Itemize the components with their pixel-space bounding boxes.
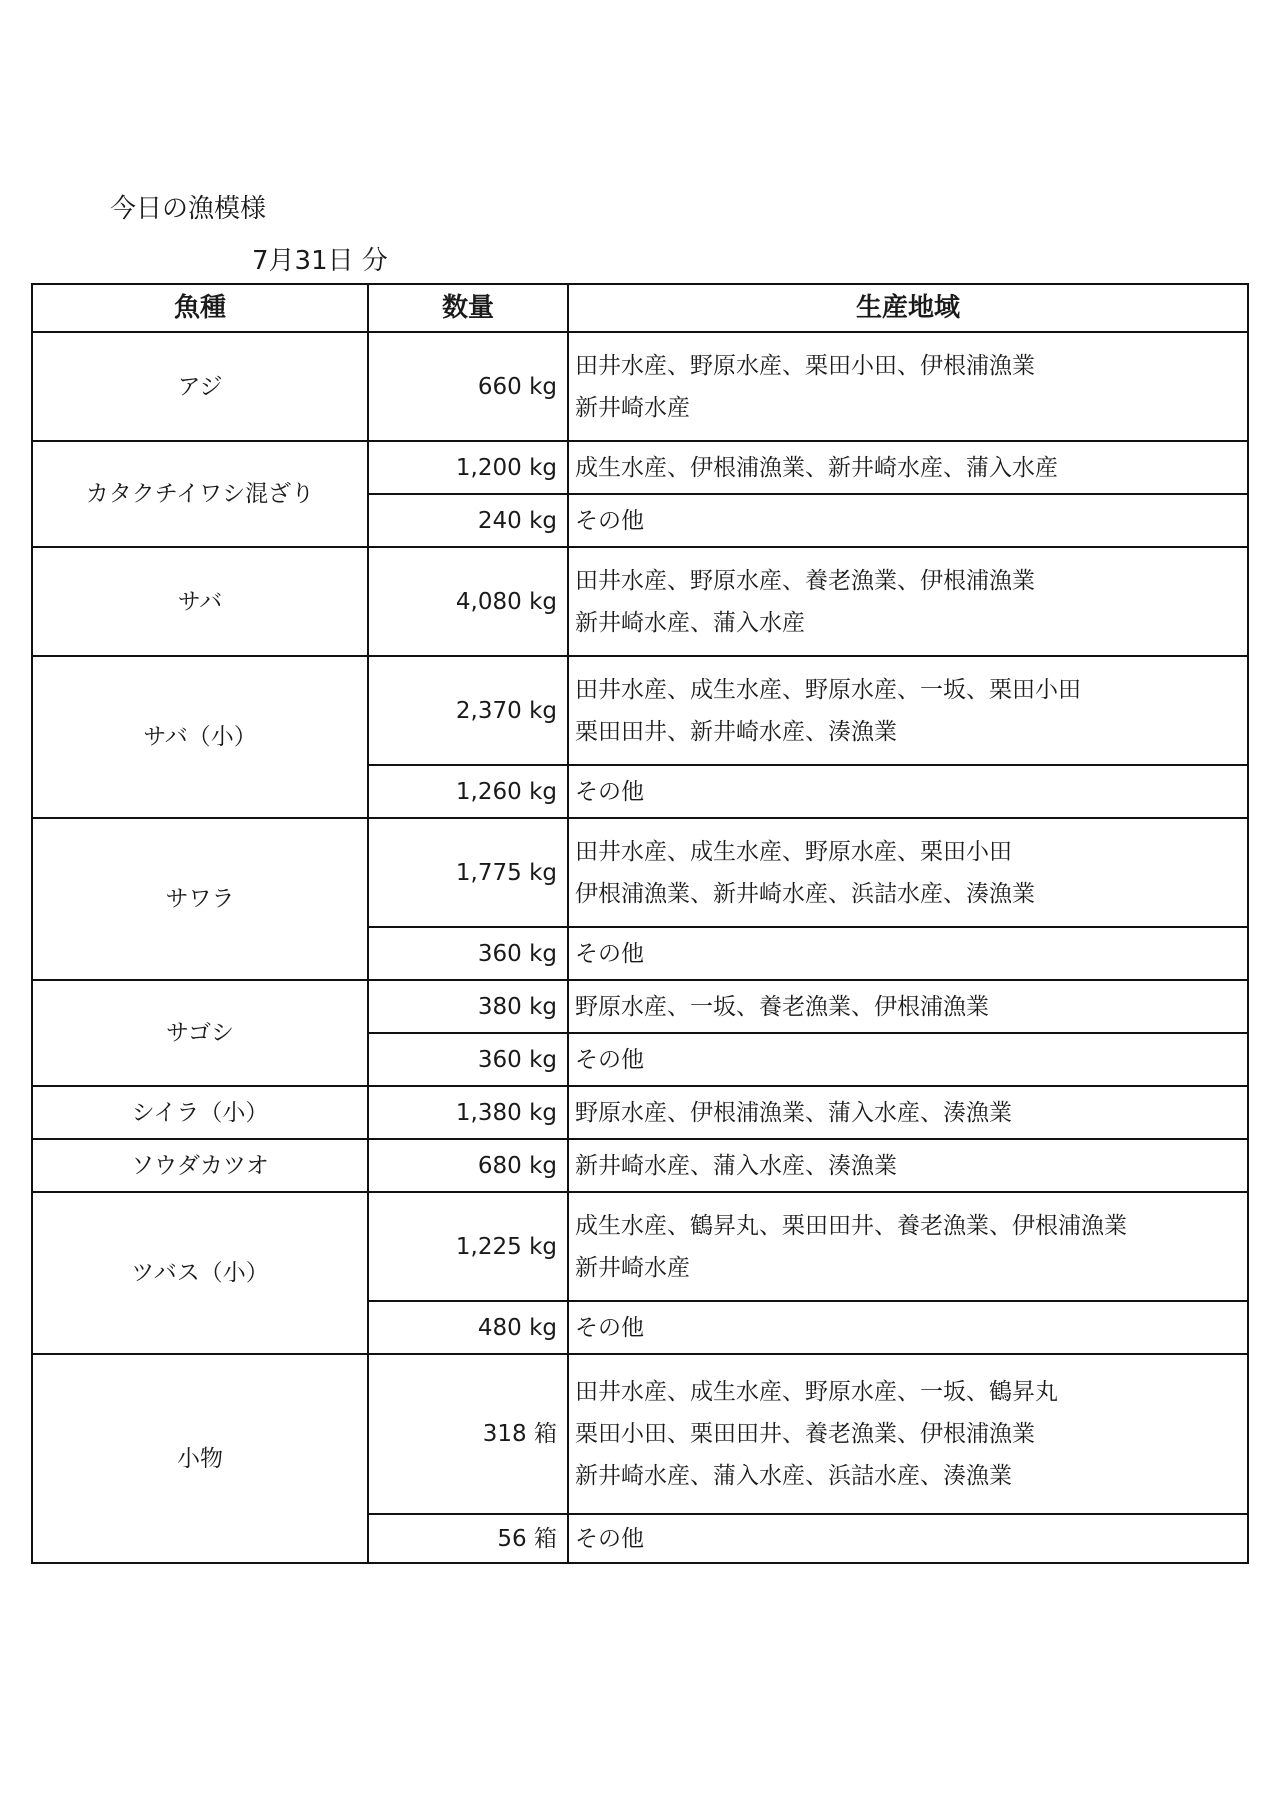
fish-name: サバ: [32, 547, 368, 656]
region-line: 新井崎水産、蒲入水産、浜詰水産、湊漁業: [575, 1463, 1012, 1489]
catch-table: [31, 283, 1249, 1564]
region-line: 栗田小田、栗田田井、養老漁業、伊根浦漁業: [575, 1421, 1035, 1447]
header-quantity: 数量: [368, 284, 568, 332]
quantity: 380 kg: [368, 980, 568, 1033]
region-line: その他: [575, 1046, 644, 1073]
table-row: [32, 332, 1248, 441]
region-line: その他: [575, 1314, 644, 1341]
region-cell: [568, 980, 1248, 1033]
header-fish: 魚種: [32, 284, 368, 332]
quantity: 56 箱: [368, 1514, 568, 1563]
quantity: 4,080 kg: [368, 547, 568, 656]
table-row: [32, 818, 1248, 927]
region-line: 伊根浦漁業、新井崎水産、浜詰水産、湊漁業: [575, 880, 1035, 907]
region-cell: [568, 1086, 1248, 1139]
header-region: 生産地域: [568, 284, 1248, 332]
region-line: 野原水産、一坂、養老漁業、伊根浦漁業: [575, 993, 989, 1020]
region-line: その他: [575, 778, 644, 805]
fish-name: ソウダカツオ: [32, 1139, 368, 1192]
quantity: 1,775 kg: [368, 818, 568, 927]
table-row: [32, 547, 1248, 656]
fish-name: ツバス（小）: [32, 1192, 368, 1354]
region-cell: [568, 547, 1248, 656]
table-row: [32, 1354, 1248, 1514]
quantity: 1,380 kg: [368, 1086, 568, 1139]
quantity: 1,225 kg: [368, 1192, 568, 1301]
region-cell: [568, 1354, 1248, 1514]
quantity: 1,200 kg: [368, 441, 568, 494]
region-line: 野原水産、伊根浦漁業、蒲入水産、湊漁業: [575, 1099, 1012, 1126]
table-row: [32, 1192, 1248, 1301]
table-row: [32, 980, 1248, 1033]
fish-name: サバ（小）: [32, 656, 368, 818]
region-cell: [568, 441, 1248, 494]
table-row: [32, 1139, 1248, 1192]
region-line: 新井崎水産、蒲入水産: [575, 609, 805, 636]
fish-name: シイラ（小）: [32, 1086, 368, 1139]
fish-name: サワラ: [32, 818, 368, 980]
region-cell: [568, 1139, 1248, 1192]
region-line: 新井崎水産: [575, 394, 690, 421]
region-line: 栗田田井、新井崎水産、湊漁業: [575, 718, 897, 745]
report-date: 7月31日 分: [252, 246, 388, 276]
page-title: 今日の漁模様: [110, 194, 267, 224]
region-cell: [568, 332, 1248, 441]
table-row: [32, 441, 1248, 494]
region-line: 新井崎水産: [575, 1254, 690, 1281]
region-line: 田井水産、成生水産、野原水産、栗田小田: [575, 838, 1012, 865]
region-cell: [568, 494, 1248, 547]
quantity: 318 箱: [368, 1354, 568, 1514]
region-cell: [568, 656, 1248, 765]
fish-name: カタクチイワシ混ざり: [32, 441, 368, 547]
fish-name: 小物: [32, 1354, 368, 1563]
region-cell: [568, 1033, 1248, 1086]
quantity: 2,370 kg: [368, 656, 568, 765]
region-line: 田井水産、野原水産、栗田小田、伊根浦漁業: [575, 352, 1035, 379]
region-cell: [568, 1514, 1248, 1563]
region-line: 成生水産、伊根浦漁業、新井崎水産、蒲入水産: [575, 454, 1058, 481]
quantity: 660 kg: [368, 332, 568, 441]
quantity: 360 kg: [368, 1033, 568, 1086]
region-cell: [568, 765, 1248, 818]
quantity: 480 kg: [368, 1301, 568, 1354]
region-line: 田井水産、成生水産、野原水産、一坂、栗田小田: [575, 676, 1081, 703]
quantity: 360 kg: [368, 927, 568, 980]
region-line: その他: [575, 1525, 644, 1552]
region-line: その他: [575, 507, 644, 534]
fish-name: サゴシ: [32, 980, 368, 1086]
quantity: 680 kg: [368, 1139, 568, 1192]
quantity: 240 kg: [368, 494, 568, 547]
region-line: その他: [575, 940, 644, 967]
region-line: 田井水産、野原水産、養老漁業、伊根浦漁業: [575, 567, 1035, 594]
region-cell: [568, 1301, 1248, 1354]
fish-name: アジ: [32, 332, 368, 441]
region-cell: [568, 1192, 1248, 1301]
table-row: [32, 1086, 1248, 1139]
quantity: 1,260 kg: [368, 765, 568, 818]
region-line: 成生水産、鶴昇丸、栗田田井、養老漁業、伊根浦漁業: [575, 1212, 1127, 1239]
region-cell: [568, 927, 1248, 980]
region-line: 田井水産、成生水産、野原水産、一坂、鶴昇丸: [575, 1379, 1058, 1405]
region-line: 新井崎水産、蒲入水産、湊漁業: [575, 1152, 897, 1179]
region-cell: [568, 818, 1248, 927]
table-row: [32, 656, 1248, 765]
